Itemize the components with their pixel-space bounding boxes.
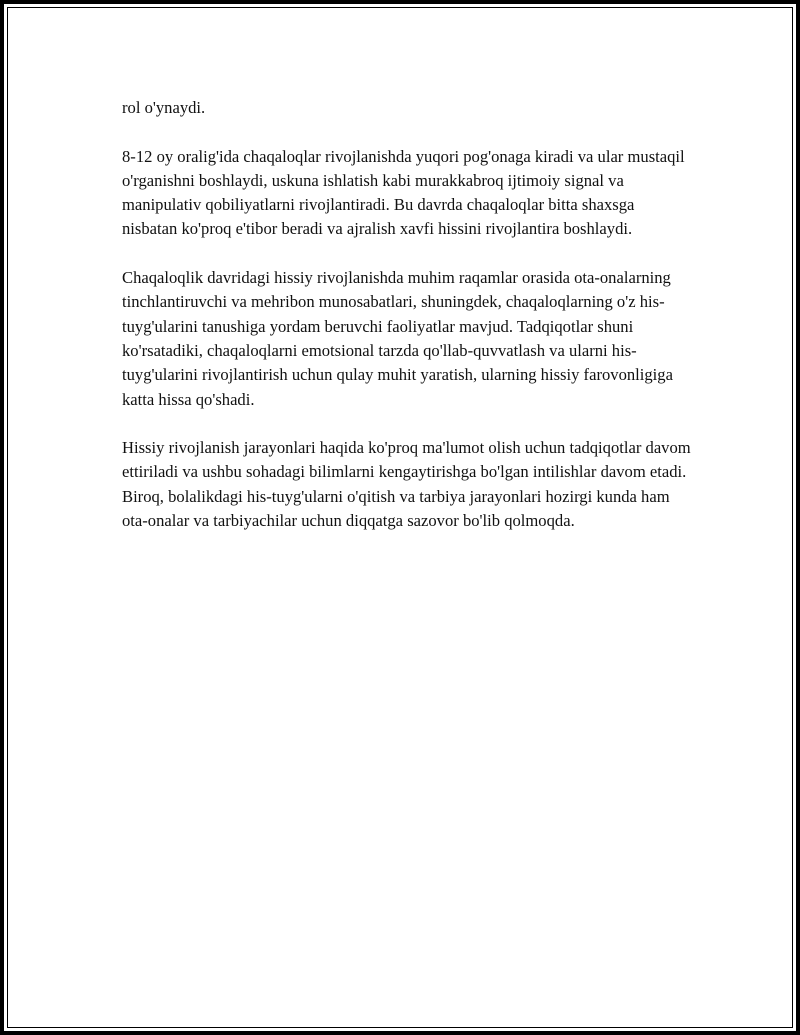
paragraph-3: Chaqaloqlik davridagi hissiy rivojlanishda muhim raqamlar orasida ota-onalarning tinchlantiruvchi va mehribon munosabatlari, shuningdek, chaqaloqlarning o'z his-tuyg'ularini tanushiga yordam beruvchi faoliyatlar mavjud. Tadqiqotlar shuni ko'rsatadiki, chaqaloqlarni emotsional tarzda qo'llab-quvvatlash va ularni his-tuyg'ularini rivojlantirish uchun qulay muhit yaratish, ularning hissiy farovonligiga katta hissa qo'shadi. [122, 268, 673, 409]
paragraph-4: Hissiy rivojlanish jarayonlari haqida ko'proq ma'lumot olish uchun tadqiqotlar davom ettiriladi va ushbu sohadagi bilimlarni kengaytirishga bo'lgan intilishlar davom etadi. Biroq, bolalikdagi his-tuyg'ularni o'qitish va tarbiya jarayonlari hozirgi kunda ham ota-onalar va tarbiyachilar uchun diqqatga sazovor bo'lib qolmoqda. [122, 438, 691, 531]
document-body [122, 96, 692, 558]
paragraph-1: rol o'ynaydi. [122, 98, 206, 117]
paragraph-2: 8-12 oy oralig'ida chaqaloqlar rivojlanishda yuqori pog'onaga kiradi va ular mustaqil o'rganishni boshlaydi, uskuna ishlatish kabi murakkabroq ijtimoiy signal va manipulativ qobiliyatlarni rivojlantiradi. Bu davrda chaqaloqlar bitta shaxsga nisbatan ko'proq e'tibor beradi va ajralish xavfi hissini rivojlantira boshlaydi. [122, 146, 685, 239]
